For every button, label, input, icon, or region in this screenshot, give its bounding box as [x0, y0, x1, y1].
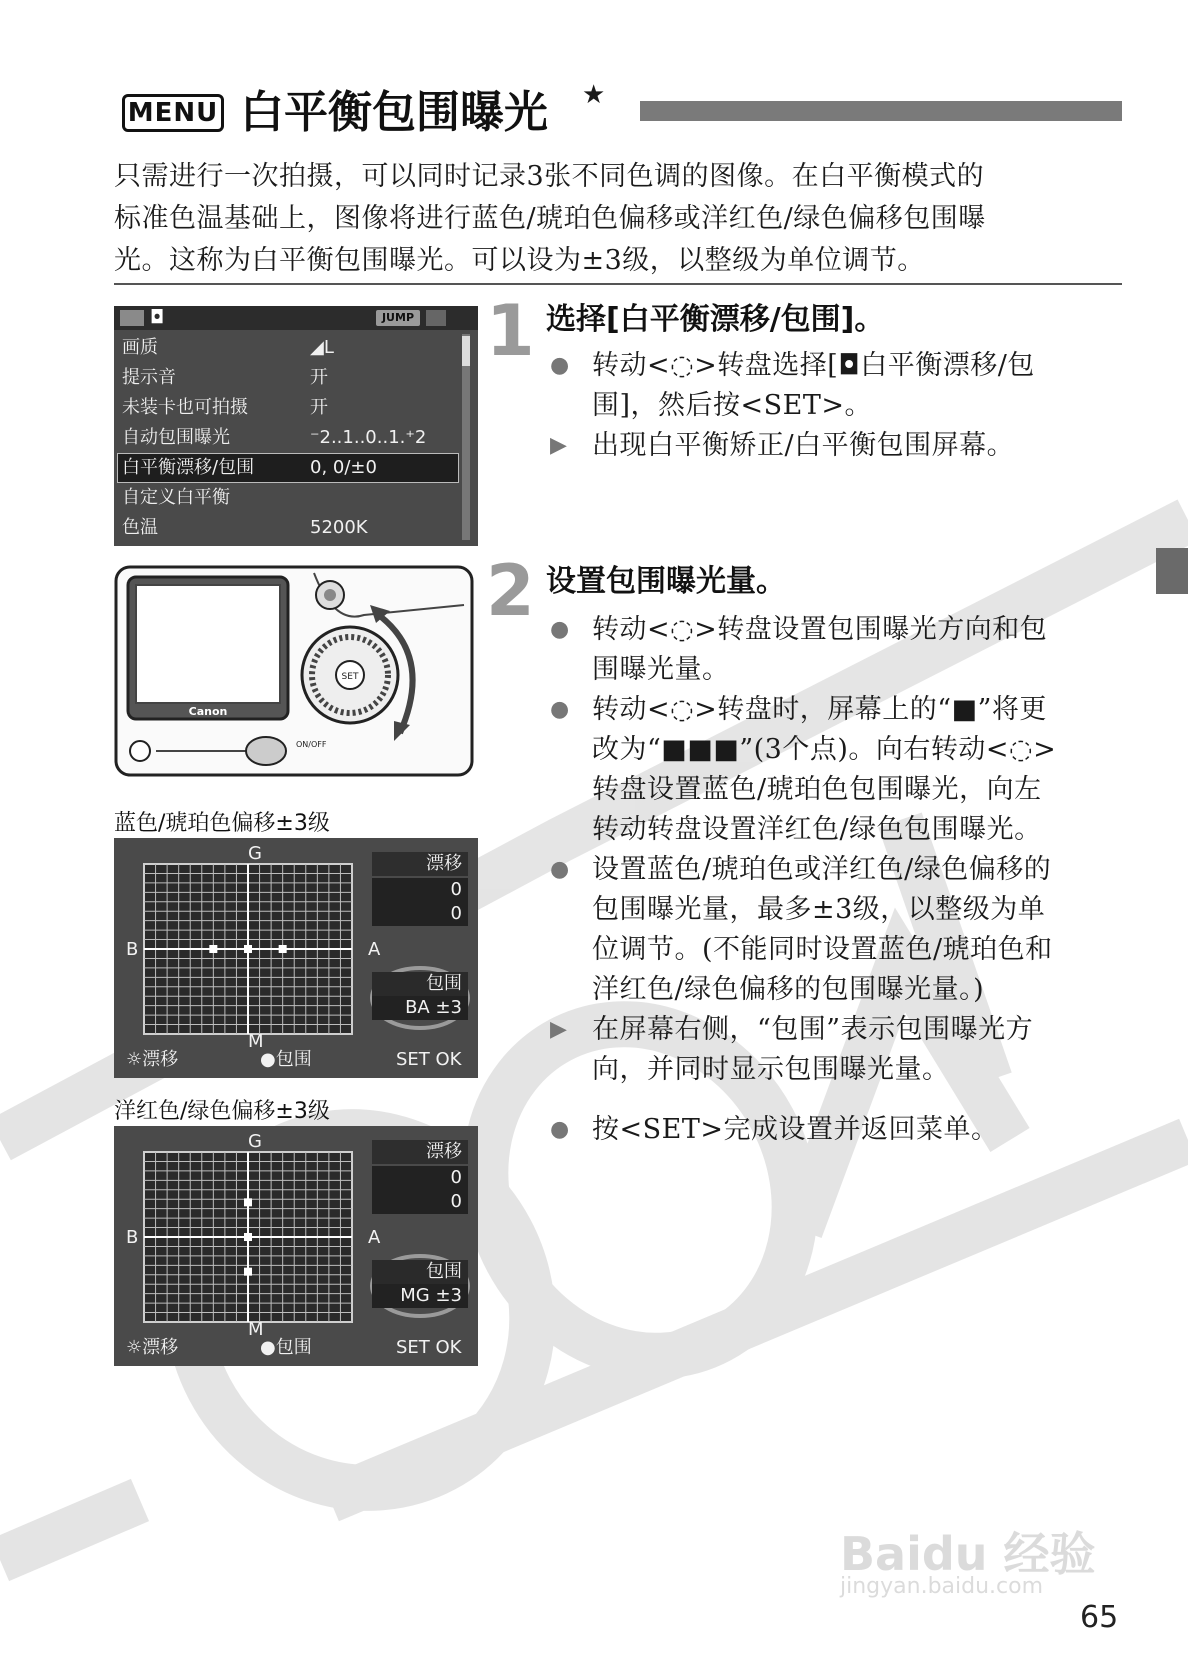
bullet-dot-icon: ● — [550, 1117, 570, 1142]
menu-row-value: ⁻2..1..0..1.⁺2 — [310, 427, 427, 448]
bullet-line: 转动<◌>转盘设置包围曝光方向和包 — [592, 614, 1048, 645]
power-switch-label: ON/OFF — [296, 740, 327, 749]
menu-row — [118, 484, 458, 512]
axis-label-g: G — [248, 843, 262, 864]
bracket-value: MG ±3 — [372, 1284, 468, 1308]
axis-label-m: M — [248, 1319, 264, 1340]
footer-ok: SET OK — [396, 1049, 462, 1070]
menu-row-label: 色温 — [122, 517, 158, 538]
shift-label: 漂移 — [372, 852, 468, 876]
bullet-line: 转动<◌>转盘选择[◘白平衡漂移/包 — [592, 350, 1035, 381]
wb-shift-panel — [114, 838, 478, 1078]
shift-value: 0 — [372, 878, 468, 902]
list-item — [546, 426, 1126, 466]
menu-badge: MENU — [122, 94, 224, 132]
bracket-point — [244, 1233, 252, 1241]
intro-line: 只需进行一次拍摄，可以同时记录3张不同色调的图像。在白平衡模式的 — [114, 161, 985, 192]
bullet-line: 设置蓝色/琥珀色或洋红色/绿色偏移的 — [592, 854, 1052, 885]
bullet-line: 向，并同时显示包围曝光量。 — [592, 1054, 950, 1085]
menu-row-value: 开 — [310, 367, 328, 388]
menu-row-label: 提示音 — [122, 367, 176, 388]
menu-row-value: ◢L — [310, 337, 334, 358]
bullet-dot-icon: ● — [550, 697, 570, 722]
bullet-line: 转动转盘设置洋红色/绿色包围曝光。 — [592, 814, 1042, 845]
footer-shift: ☼漂移 — [126, 1049, 179, 1070]
footer-bracket: ●包围 — [260, 1337, 312, 1358]
list-item — [546, 346, 1126, 426]
play-tab-icon — [426, 310, 446, 326]
menu-row-value: 开 — [310, 397, 328, 418]
jump-label: JUMP — [376, 310, 420, 326]
bullet-line: 在屏幕右侧，“包围”表示包围曝光方 — [592, 1014, 1034, 1045]
bracket-point — [244, 1268, 252, 1276]
menu-row — [118, 514, 458, 542]
axis-label-a: A — [368, 939, 381, 960]
menu-row-label: 自定义白平衡 — [122, 487, 230, 508]
camera-tab-icon: ◘ — [150, 307, 165, 328]
step-2-heading: 设置包围曝光量。 — [546, 564, 786, 599]
intro-text — [114, 156, 1124, 282]
bracket-label: 包围 — [372, 1260, 468, 1284]
bracket-point — [244, 945, 252, 953]
menu-scroll-thumb — [462, 336, 470, 366]
camera-back-illustration — [114, 565, 474, 777]
shift-value: 0 — [372, 902, 468, 926]
bracket-point — [279, 945, 287, 953]
footer-shift: ☼漂移 — [126, 1337, 179, 1358]
divider-rule — [114, 283, 1122, 285]
baidu-logo: Baidu 经验 — [840, 1527, 1096, 1581]
section-side-tab — [1156, 548, 1188, 594]
advanced-star-icon: ★ — [582, 80, 606, 110]
bracket-label: 包围 — [372, 972, 468, 996]
wb-shift-panel — [114, 1126, 478, 1366]
page-number: 65 — [1080, 1600, 1119, 1635]
bullet-line: 按<SET>完成设置并返回菜单。 — [592, 1114, 999, 1145]
list-item — [546, 1010, 1126, 1090]
camera-menu-screenshot — [114, 306, 478, 546]
bullet-line: 转盘设置蓝色/琥珀色包围曝光，向左 — [592, 774, 1042, 805]
step-2-bullets — [546, 610, 1126, 1150]
list-item — [546, 690, 1126, 850]
bracket-point — [244, 1198, 252, 1206]
panel-caption: 洋红色/绿色偏移±3级 — [114, 1099, 330, 1124]
list-item — [546, 1110, 1126, 1150]
menu-row — [118, 364, 458, 392]
step-1-heading: 选择[白平衡漂移/包围]。 — [546, 302, 885, 337]
title-bar — [640, 101, 1122, 121]
bullet-line: 出现白平衡矫正/白平衡包围屏幕。 — [592, 430, 1015, 461]
bullet-dot-icon: ● — [550, 353, 570, 378]
shift-value: 0 — [372, 1166, 468, 1190]
list-item — [546, 610, 1126, 690]
menu-row-label: 自动包围曝光 — [122, 427, 230, 448]
bullet-dot-icon: ● — [550, 617, 570, 642]
step-1-bullets — [546, 346, 1126, 466]
camera-brand-text: Canon — [188, 705, 228, 718]
bullet-line: 转动<◌>转盘时，屏幕上的“■”将更 — [592, 694, 1047, 725]
menu-row — [118, 394, 458, 422]
result-arrow-icon: ▶ — [550, 433, 568, 458]
bracket-value: BA ±3 — [372, 996, 468, 1020]
menu-row-label: 白平衡漂移/包围 — [122, 457, 255, 478]
page-title: 白平衡包围曝光 — [240, 87, 548, 138]
bullet-line: 改为“■■■”(3个点)。向右转动<◌> — [592, 734, 1057, 765]
set-button-label: SET — [341, 672, 359, 682]
menu-tab-icon — [120, 310, 144, 326]
baidu-url: jingyan.baidu.com — [840, 1574, 1044, 1599]
bullet-line: 位调节。(不能同时设置蓝色/琥珀色和 — [592, 934, 1053, 965]
footer-bracket: ●包围 — [260, 1049, 312, 1070]
menu-row-value: 0, 0/±0 — [310, 457, 377, 478]
menu-row-label: 画质 — [122, 337, 158, 358]
menu-row-selected — [118, 454, 458, 482]
menu-row-value: 5200K — [310, 517, 368, 538]
result-arrow-icon: ▶ — [550, 1017, 568, 1042]
intro-line: 光。这称为白平衡包围曝光。可以设为±3级，以整级为单位调节。 — [114, 245, 925, 276]
menu-tab-bar — [114, 306, 478, 330]
bullet-dot-icon: ● — [550, 857, 570, 882]
bullet-line: 围]，然后按<SET>。 — [592, 390, 872, 421]
list-item — [546, 850, 1126, 1010]
bullet-line: 洋红色/绿色偏移的包围曝光量。) — [592, 974, 985, 1005]
axis-label-m: M — [248, 1031, 264, 1052]
axis-label-a: A — [368, 1227, 381, 1248]
shift-label: 漂移 — [372, 1140, 468, 1164]
bullet-line: 包围曝光量，最多±3级，以整级为单 — [592, 894, 1046, 925]
menu-row — [118, 334, 458, 362]
axis-label-g: G — [248, 1131, 262, 1152]
step-1-number: 1 — [486, 290, 535, 372]
axis-label-b: B — [126, 939, 139, 960]
bracket-point — [209, 945, 217, 953]
shift-value: 0 — [372, 1190, 468, 1214]
footer-ok: SET OK — [396, 1337, 462, 1358]
intro-line: 标准色温基础上，图像将进行蓝色/琥珀色偏移或洋红色/绿色偏移包围曝 — [114, 203, 986, 234]
menu-row — [118, 424, 458, 452]
step-2-number: 2 — [486, 550, 535, 632]
baidu-jingyan-badge — [840, 1490, 1110, 1600]
axis-label-b: B — [126, 1227, 139, 1248]
bullet-line: 围曝光量。 — [592, 654, 730, 685]
menu-row-label: 未装卡也可拍摄 — [122, 397, 248, 418]
panel-caption: 蓝色/琥珀色偏移±3级 — [114, 811, 330, 836]
